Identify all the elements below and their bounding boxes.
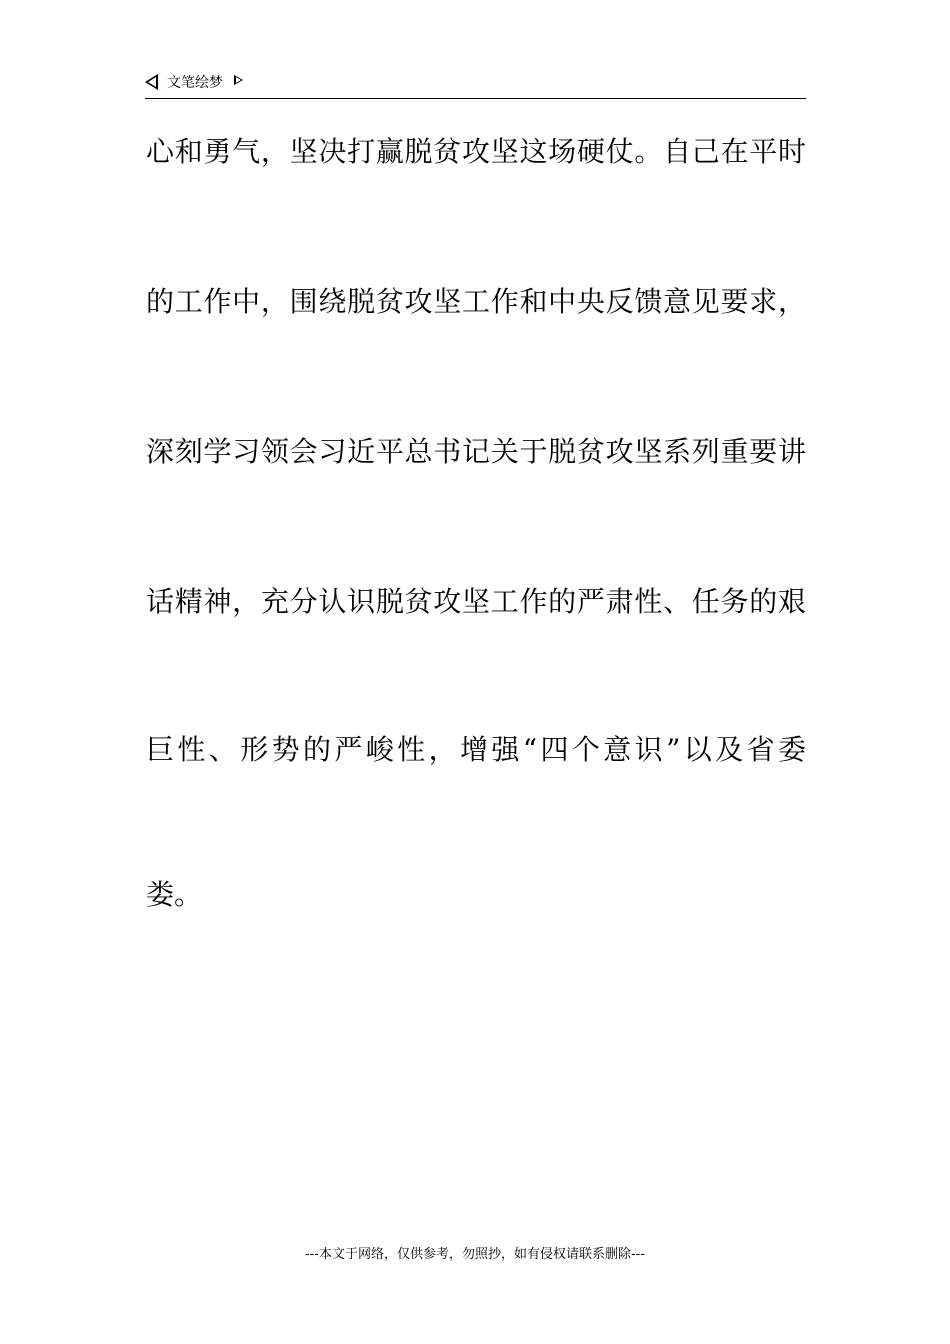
body-text-line: 心和勇气，坚决打赢脱贫攻坚这场硬仗。自己在平时 [146,135,806,168]
footer-disclaimer: ---本文于网络，仅供参考，勿照抄，如有侵权请联系删除--- [304,1247,646,1262]
body-text-line: 娄。 [146,878,203,911]
page-header [145,70,806,99]
header-title: 文笔绘梦 [167,75,223,91]
body-text-line: 话精神，充分认识脱贫攻坚工作的严肃性、任务的艰 [146,585,806,618]
triangle-left-icon [145,74,158,90]
triangle-right-icon [234,75,243,85]
body-text-line: 深刻学习领会习近平总书记关于脱贫攻坚系列重要讲 [146,435,806,468]
body-text-line: 的工作中，围绕脱贫攻坚工作和中央反馈意见要求， [146,285,806,318]
body-text-line: 巨性、形势的严峻性，增强“四个意识”以及省委 [146,733,806,766]
